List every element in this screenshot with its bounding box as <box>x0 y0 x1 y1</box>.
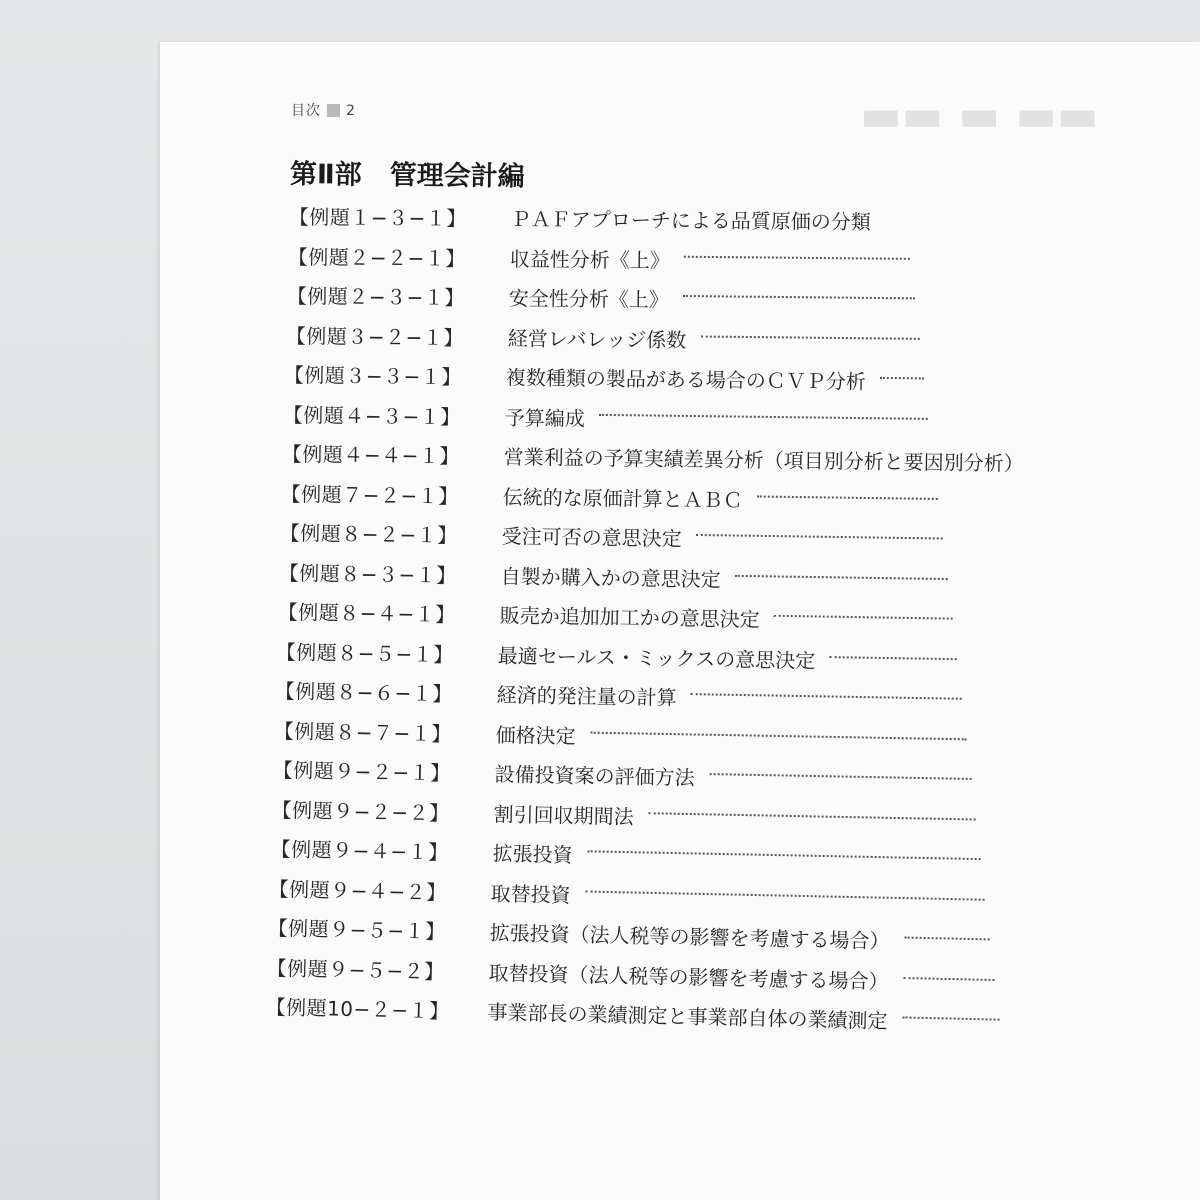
toc-entry-title: 伝統的な原価計算とＡＢＣ <box>502 484 743 512</box>
toc-entry-title: 価格決定 <box>495 722 576 748</box>
part-number: 第Ⅱ部 <box>289 159 362 191</box>
toc-entry-title: 経済的発注量の計算 <box>496 682 678 710</box>
toc-entry-title: 予算編成 <box>504 405 586 431</box>
toc-entry-number: 【例題８−３−１】 <box>278 560 457 588</box>
toc-entry-number: 【例題９−４−２】 <box>268 876 448 905</box>
toc-entry-number: 【例題８−２−１】 <box>279 520 458 548</box>
toc-entry-title: 販売か追加加工かの意思決定 <box>499 603 760 632</box>
running-header <box>291 100 356 120</box>
part-name: 管理会計編 <box>389 160 525 193</box>
toc-entry-title: 拡張投資（法人税等の影響を考慮する場合） <box>489 920 891 954</box>
toc-entry-number: 【例題10−２−１】 <box>265 994 450 1024</box>
toc-entry-title: 取替投資 <box>490 881 572 907</box>
toc-entry-number: 【例題７−２−１】 <box>280 481 459 508</box>
toc-entry-number: 【例題８−４−１】 <box>277 599 456 627</box>
toc-entry-number: 【例題９−２−２】 <box>271 797 450 825</box>
header-page-number: 2 <box>346 103 356 119</box>
header-separator <box>327 104 340 117</box>
toc-entry-number: 【例題４−３−１】 <box>282 402 462 429</box>
toc-entry-number: 【例題８−５−１】 <box>275 639 455 667</box>
toc-entry-number: 【例題９−４−１】 <box>270 836 449 865</box>
toc-entry-title: 安全性分析《上》 <box>508 286 669 312</box>
toc-entry-number: 【例題１−３−１】 <box>288 204 467 231</box>
toc-entry-title: 拡張投資 <box>491 841 573 868</box>
toc-entry-title: 複数種類の製品がある場合のＣＶＰ分析 <box>506 365 867 394</box>
toc-entry-title: 取替投資（法人税等の影響を考慮する場合） <box>488 960 889 994</box>
toc-entry-title: ＰＡＦアプローチによる品質原価の分類 <box>510 206 871 235</box>
toc-entry-number: 【例題２−２−１】 <box>287 244 466 271</box>
toc-entry-title: 自製か購入かの意思決定 <box>500 563 721 592</box>
part-title <box>290 152 525 193</box>
toc-entry-title: 受注可否の意思決定 <box>501 524 682 551</box>
toc-entry-number: 【例題９−５−１】 <box>267 915 447 944</box>
toc-entry-number: 【例題３−３−１】 <box>284 362 463 390</box>
toc-entry-number: 【例題９−５−２】 <box>266 955 446 984</box>
header-label: 目次 <box>291 103 321 119</box>
toc-entry-title: 営業利益の予算実績差異分析（項目別分析と要因別分析） <box>503 444 1024 476</box>
toc-entry-number: 【例題４−４−１】 <box>281 441 461 469</box>
toc-entry-title: 設備投資案の評価方法 <box>494 762 695 790</box>
leader-dots <box>880 375 923 379</box>
toc-entry-title: 経営レバレッジ係数 <box>507 325 686 352</box>
toc-entry-title: 収益性分析《上》 <box>509 246 670 273</box>
toc-entry-number: 【例題９−２−１】 <box>272 757 451 786</box>
toc-entry-number: 【例題８−６−１】 <box>274 678 454 707</box>
toc-entry-title: 割引回収期間法 <box>493 801 634 829</box>
toc-entry-number: 【例題３−２−１】 <box>285 323 464 350</box>
toc-entry-number: 【例題８−７−１】 <box>273 718 452 746</box>
toc-entry-number: 【例題２−３−１】 <box>286 283 465 310</box>
toc-entry-title: 事業部長の業績測定と事業部自体の業績測定 <box>487 1000 888 1034</box>
toc-entry-title: 最適セールス・ミックスの意思決定 <box>497 643 816 673</box>
